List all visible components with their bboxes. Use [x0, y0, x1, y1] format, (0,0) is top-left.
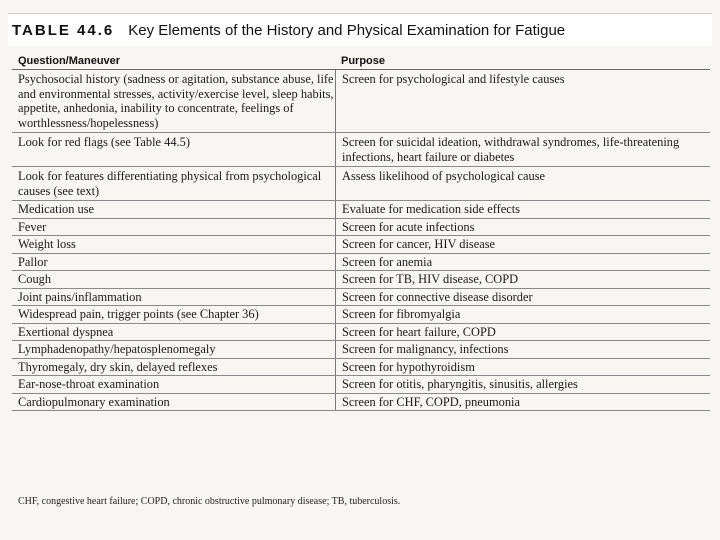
- question-cell: Ear-nose-throat examination: [18, 377, 160, 391]
- purpose-cell: Screen for cancer, HIV disease: [335, 236, 710, 253]
- table-row: [12, 376, 710, 394]
- table-row: [12, 306, 710, 324]
- purpose-cell: Screen for malignancy, infections: [335, 341, 710, 358]
- question-cell: Weight loss: [18, 237, 76, 251]
- table-row: [12, 359, 710, 377]
- table-label: TABLE 44.6: [12, 21, 115, 39]
- table-footnote: CHF, congestive heart failure; COPD, chronic obstructive pulmonary disease; TB, tuberculosis.: [18, 496, 401, 507]
- purpose-cell: Screen for TB, HIV disease, COPD: [335, 271, 710, 288]
- table-row: [12, 70, 710, 133]
- purpose-cell: Screen for anemia: [335, 254, 710, 271]
- table-row: [12, 394, 710, 412]
- table-row: [12, 167, 710, 201]
- question-cell: Cardiopulmonary examination: [18, 394, 170, 409]
- table-row: [12, 201, 710, 219]
- purpose-cell: Screen for suicidal ideation, withdrawal syndromes, life-threatening infections, heart failure or diabetes: [335, 133, 710, 166]
- table-row: [12, 254, 710, 272]
- table-row: [12, 324, 710, 342]
- table-title-band: [8, 13, 712, 46]
- table-row: [12, 219, 710, 237]
- question-cell: Lymphadenopathy/hepatosplenomegaly: [18, 342, 216, 356]
- header-purpose: Purpose: [341, 55, 386, 67]
- table-row: [12, 289, 710, 307]
- purpose-cell: Screen for connective disease disorder: [335, 289, 710, 306]
- table-row: [12, 236, 710, 254]
- purpose-cell: Screen for heart failure, COPD: [335, 324, 710, 341]
- fatigue-exam-table: [12, 50, 710, 411]
- header-question: Question/Maneuver: [18, 55, 121, 67]
- purpose-cell: Screen for hypothyroidism: [335, 359, 710, 376]
- purpose-cell: Screen for fibromyalgia: [335, 306, 710, 323]
- table-title: Key Elements of the History and Physical Examination for Fatigue: [128, 21, 566, 39]
- question-cell: Fever: [18, 219, 47, 234]
- purpose-cell: Screen for otitis, pharyngitis, sinusitis, allergies: [335, 376, 710, 393]
- question-cell: Medication use: [18, 202, 95, 216]
- table-row: [12, 271, 710, 289]
- table-header-row: [12, 50, 710, 70]
- purpose-cell: Assess likelihood of psychological cause: [335, 167, 710, 200]
- question-cell: Pallor: [18, 254, 48, 269]
- purpose-cell: Screen for acute infections: [335, 219, 710, 236]
- table-row: [12, 133, 710, 167]
- purpose-cell: Screen for CHF, COPD, pneumonia: [335, 394, 710, 411]
- question-cell: Joint pains/inflammation: [18, 289, 142, 304]
- question-cell: Thyromegaly, dry skin, delayed reflexes: [18, 359, 218, 374]
- question-cell: Psychosocial history (sadness or agitation, substance abuse, life and environmental stresses, activity/exercise level, sleep habits, appetite, anhedonia, inability to concentrate, feelings of worthlessness/hopelessness): [18, 72, 334, 130]
- question-cell: Look for red flags (see Table 44.5): [18, 135, 190, 149]
- purpose-cell: Screen for psychological and lifestyle causes: [335, 70, 710, 132]
- question-cell: Exertional dyspnea: [18, 324, 114, 339]
- purpose-cell: Evaluate for medication side effects: [335, 201, 710, 218]
- question-cell: Cough: [18, 272, 52, 286]
- question-cell: Look for features differentiating physical from psychological causes (see text): [18, 169, 322, 198]
- table-row: [12, 341, 710, 359]
- question-cell: Widespread pain, trigger points (see Chapter 36): [18, 307, 259, 321]
